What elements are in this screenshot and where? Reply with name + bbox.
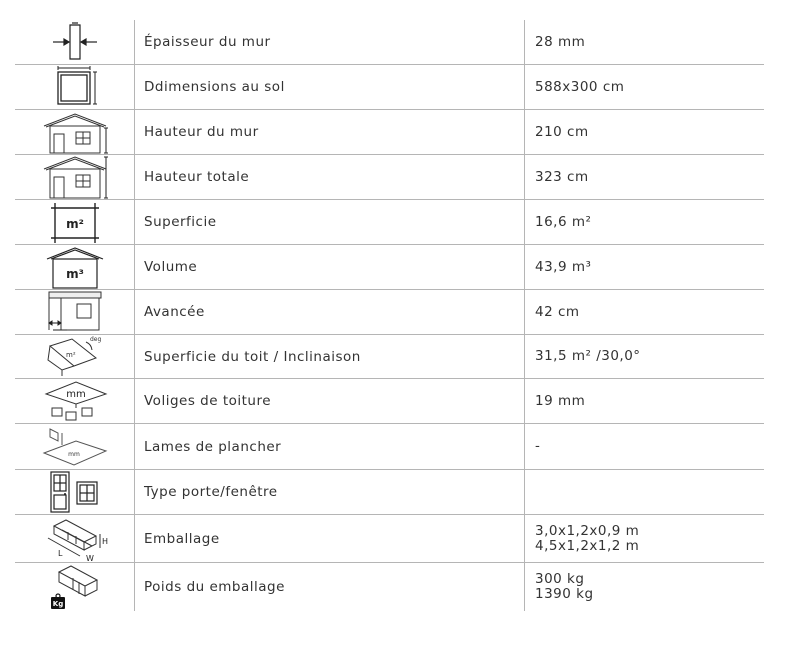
spec-row-roof-area [15, 335, 764, 379]
spec-label: Superficie [135, 200, 525, 244]
spec-label: Poids du emballage [135, 563, 525, 611]
package-weight-icon [43, 564, 107, 610]
roof-area-icon-text: m² [65, 350, 76, 359]
wall-thickness-icon [45, 21, 105, 63]
spec-row-door-window [15, 470, 764, 515]
spec-value-line: 4,5x1,2x1,2 m [535, 537, 640, 554]
volume-icon-text: m³ [65, 267, 84, 281]
spec-table [15, 20, 764, 611]
spec-row-package [15, 515, 764, 563]
roof-area-icon [40, 336, 110, 378]
spec-row-floor-boards [15, 424, 764, 470]
spec-value-line: 28 mm [535, 33, 586, 50]
spec-label: Hauteur totale [135, 155, 525, 199]
spec-label: Superficie du toit / Inclinaison [135, 335, 525, 378]
wall-height-icon [40, 110, 110, 154]
package-icon-height: H [101, 536, 108, 546]
spec-value-line: 300 kg [535, 571, 585, 587]
spec-value [525, 20, 764, 64]
roof-boards-icon [40, 380, 110, 422]
spec-label: Volume [135, 245, 525, 289]
area-icon [45, 200, 105, 244]
area-icon-text: m² [65, 217, 84, 231]
roof-boards-icon-text: mm [65, 389, 86, 400]
spec-label: Emballage [135, 515, 525, 562]
spec-row-wall-thickness [15, 20, 764, 65]
spec-label: Épaisseur du mur [135, 20, 525, 64]
spec-value-empty [525, 470, 764, 514]
spec-label: Hauteur du mur [135, 110, 525, 154]
spec-row-package-weight [15, 563, 764, 611]
spec-row-wall-height [15, 110, 764, 155]
spec-label: Avancée [135, 290, 525, 334]
spec-row-overhang [15, 290, 764, 335]
spec-row-total-height [15, 155, 764, 200]
spec-value-line: 19 mm [535, 392, 586, 409]
spec-row-floor-dimensions [15, 65, 764, 110]
spec-label: Ddimensions au sol [135, 65, 525, 109]
spec-value-line: 42 cm [535, 303, 580, 320]
spec-row-roof-boards [15, 379, 764, 424]
floor-dimensions-icon [45, 66, 105, 108]
spec-value-line: 31,5 m² /30,0° [535, 348, 641, 364]
overhang-icon [43, 290, 107, 334]
spec-value-line: 3,0x1,2x0,9 m [535, 522, 640, 539]
spec-label: Type porte/fenêtre [135, 470, 525, 514]
icon-cell [15, 20, 135, 64]
door-window-icon [45, 470, 105, 514]
package-icon [40, 516, 110, 562]
roof-slope-icon-text: deg [89, 335, 101, 343]
floor-boards-icon-text: mm [67, 450, 80, 458]
spec-value-line: 1390 kg [535, 586, 594, 602]
total-height-icon [40, 155, 110, 199]
floor-boards-icon [40, 425, 110, 469]
spec-label: Lames de plancher [135, 424, 525, 469]
spec-value-line: 16,6 m² [535, 213, 592, 230]
package-icon-length: L [57, 548, 62, 558]
spec-value-line: - [535, 438, 541, 454]
spec-value-line: 588x300 cm [535, 78, 625, 95]
spec-value-line: 323 cm [535, 168, 589, 185]
package-icon-width: W [85, 553, 94, 563]
spec-label: Voliges de toiture [135, 379, 525, 423]
spec-row-volume [15, 245, 764, 290]
spec-value-line: 210 cm [535, 123, 589, 140]
spec-row-area [15, 200, 764, 245]
spec-value-line: 43,9 m³ [535, 258, 592, 275]
weight-icon-text: Kg [52, 600, 63, 608]
volume-icon [43, 245, 107, 289]
